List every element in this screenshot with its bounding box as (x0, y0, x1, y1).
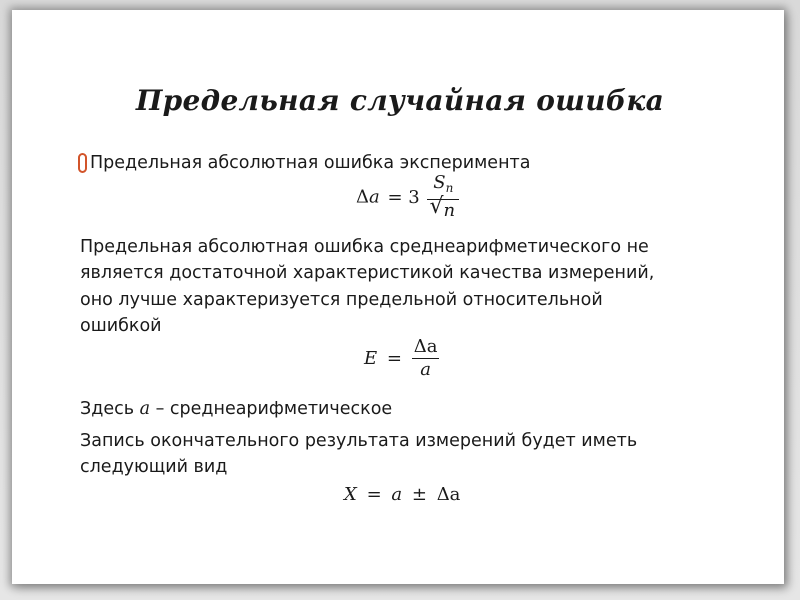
formula-final-result (344, 484, 460, 505)
formula2-lhs: E (364, 348, 378, 369)
paragraph-line-1: Предельная абсолютная ошибка среднеарифметического не (80, 237, 649, 257)
formula3-a: a (391, 484, 403, 505)
formula1-denominator (427, 194, 459, 222)
formula3-eq: = (366, 484, 382, 505)
formula-relative-error (364, 336, 439, 381)
slide-title: Предельная случайная ошибка (135, 84, 665, 117)
radicand-n: n (443, 200, 456, 221)
delta-symbol: Δ (356, 186, 369, 208)
here-line (80, 396, 392, 423)
formula1-var: a (369, 186, 380, 208)
formula3-delta: Δa (436, 484, 461, 505)
formula2-numerator: Δa (413, 336, 438, 357)
formula1-fraction (427, 172, 459, 222)
formula2-fraction (412, 336, 440, 381)
here-prefix: Здесь (80, 399, 140, 419)
formula1-s: S (433, 172, 446, 193)
paragraph-line-4: ошибкой (80, 316, 162, 336)
formula1-lhs (356, 187, 380, 208)
formula2-eq: = (386, 348, 402, 369)
record-line-1: Запись окончательного результата измерений будет иметь (80, 431, 638, 451)
sqrt-symbol (429, 194, 457, 222)
formula3-pm: ± (411, 484, 427, 505)
formula3-lhs: X (344, 484, 357, 505)
formula-absolute-error (356, 172, 459, 222)
here-suffix: – среднеарифметическое (150, 399, 393, 419)
paragraph-line-3: оно лучше характеризуется предельной относительной (80, 290, 603, 310)
bullet-marker (78, 153, 87, 173)
here-var: a (139, 399, 151, 419)
paragraph-line-2: является достаточной характеристикой качества измерений, (80, 263, 655, 283)
formula2-denominator: a (420, 359, 431, 380)
formula1-sub-n: n (445, 181, 454, 195)
line-absolute-error: Предельная абсолютная ошибка эксперимента (90, 153, 531, 173)
radical-sign: √ (429, 194, 444, 219)
formula1-eq: = 3 (387, 186, 420, 208)
record-line-2: следующий вид (80, 457, 228, 477)
